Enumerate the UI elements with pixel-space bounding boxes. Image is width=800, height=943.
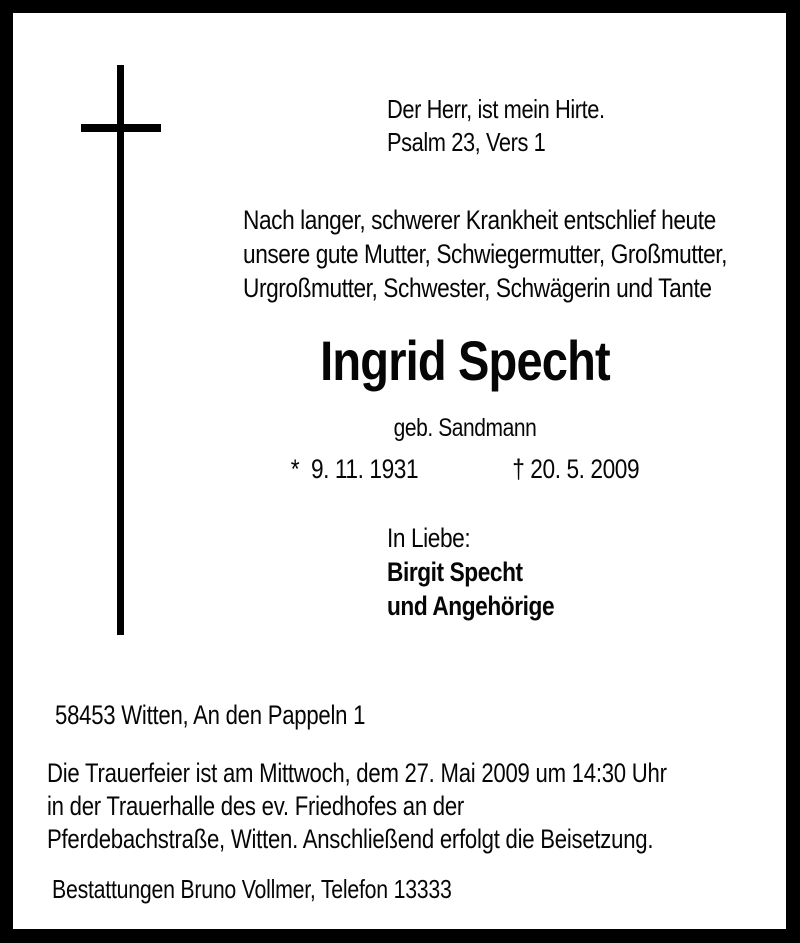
intro-paragraph	[243, 203, 727, 305]
funeral-line-1: Die Trauerfeier ist am Mittwoch, dem 27. Mai 2009 um 14:30 Uhr	[47, 758, 667, 788]
mourners-line-3: und Angehörige	[387, 591, 555, 621]
life-dates	[280, 453, 650, 485]
funeral-info-paragraph	[47, 757, 667, 856]
address-line: 58453 Witten, An den Pappeln 1	[55, 700, 366, 730]
maiden-name: geb. Sandmann	[393, 414, 537, 442]
bible-verse	[387, 93, 605, 159]
funeral-line-2: in der Trauerhalle des ev. Friedhofes an der	[47, 791, 465, 821]
mourners-line-2: Birgit Specht	[387, 557, 523, 587]
intro-line-3: Urgroßmutter, Schwester, Schwägerin und Tante	[243, 273, 712, 303]
cross-vertical-bar	[117, 65, 124, 635]
birth-date: * 9. 11. 1931	[290, 454, 419, 484]
intro-line-2: unsere gute Mutter, Schwiegermutter, Großmutter,	[243, 239, 728, 269]
cross-horizontal-bar	[81, 124, 161, 132]
deceased-name: Ingrid Specht	[320, 329, 610, 392]
obituary-sheet	[13, 13, 786, 929]
verse-line-1: Der Herr, ist mein Hirte.	[387, 94, 605, 124]
undertaker-line: Bestattungen Bruno Vollmer, Telefon 13333	[52, 874, 452, 904]
death-date: † 20. 5. 2009	[512, 454, 640, 484]
funeral-line-3: Pferdebachstraße, Witten. Anschließend erfolgt die Beisetzung.	[47, 824, 654, 854]
mourners-block	[387, 521, 554, 623]
verse-line-2: Psalm 23, Vers 1	[387, 127, 546, 157]
mourners-line-1: In Liebe:	[387, 523, 471, 553]
intro-line-1: Nach langer, schwerer Krankheit entschlief heute	[243, 205, 716, 235]
